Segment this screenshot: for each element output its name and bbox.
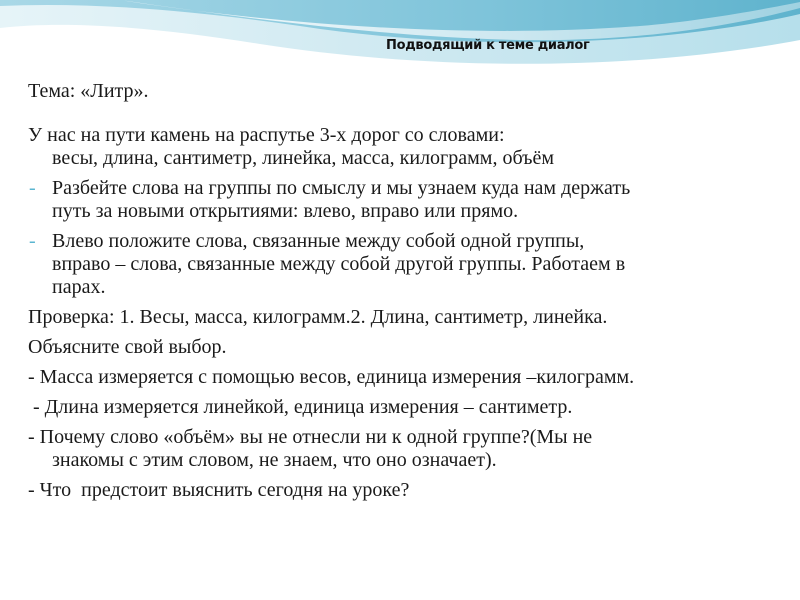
mass-line: - Масса измеряется с помощью весов, единица измерения –килограмм. [28,366,635,388]
bullet-item [28,177,788,223]
question-paragraph [28,426,788,472]
explain-line: Объясните свой выбор. [28,336,227,358]
bullet-line: путь за новыми открытиями: влево, вправо или прямо. [52,200,519,222]
question-line-2: знакомы с этим словом, не знаем, что оно означает). [52,449,497,471]
bullet-line: парах. [52,276,106,298]
intro-line-1: У нас на пути камень на распутье 3-х дорог со словами: [28,124,505,146]
bullet-item [28,230,788,299]
length-line: - Длина измеряется линейкой, единица измерения – сантиметр. [28,396,573,418]
bullet-line: Влево положите слова, связанные между собой одной группы, [52,230,585,252]
dash-bullet-icon: - [29,177,36,199]
bullet-line: вправо – слова, связанные между собой другой группы. Работаем в [52,253,626,275]
slide-content [28,80,788,509]
dash-bullet-icon: - [29,230,36,252]
final-question: - Что предстоит выяснить сегодня на уроке? [28,479,410,501]
topic-line: Тема: «Литр». [28,80,149,102]
bullet-line: Разбейте слова на группы по смыслу и мы узнаем куда нам держать [52,177,631,199]
check-line: Проверка: 1. Весы, масса, килограмм.2. Длина, сантиметр, линейка. [28,306,608,328]
slide-title: Подводящий к теме диалог [386,38,590,53]
word-list: весы, длина, сантиметр, линейка, масса, килограмм, объём [52,147,554,169]
intro-paragraph [28,124,788,170]
question-line-1: - Почему слово «объём» вы не отнесли ни к одной группе?(Мы не [28,426,593,448]
